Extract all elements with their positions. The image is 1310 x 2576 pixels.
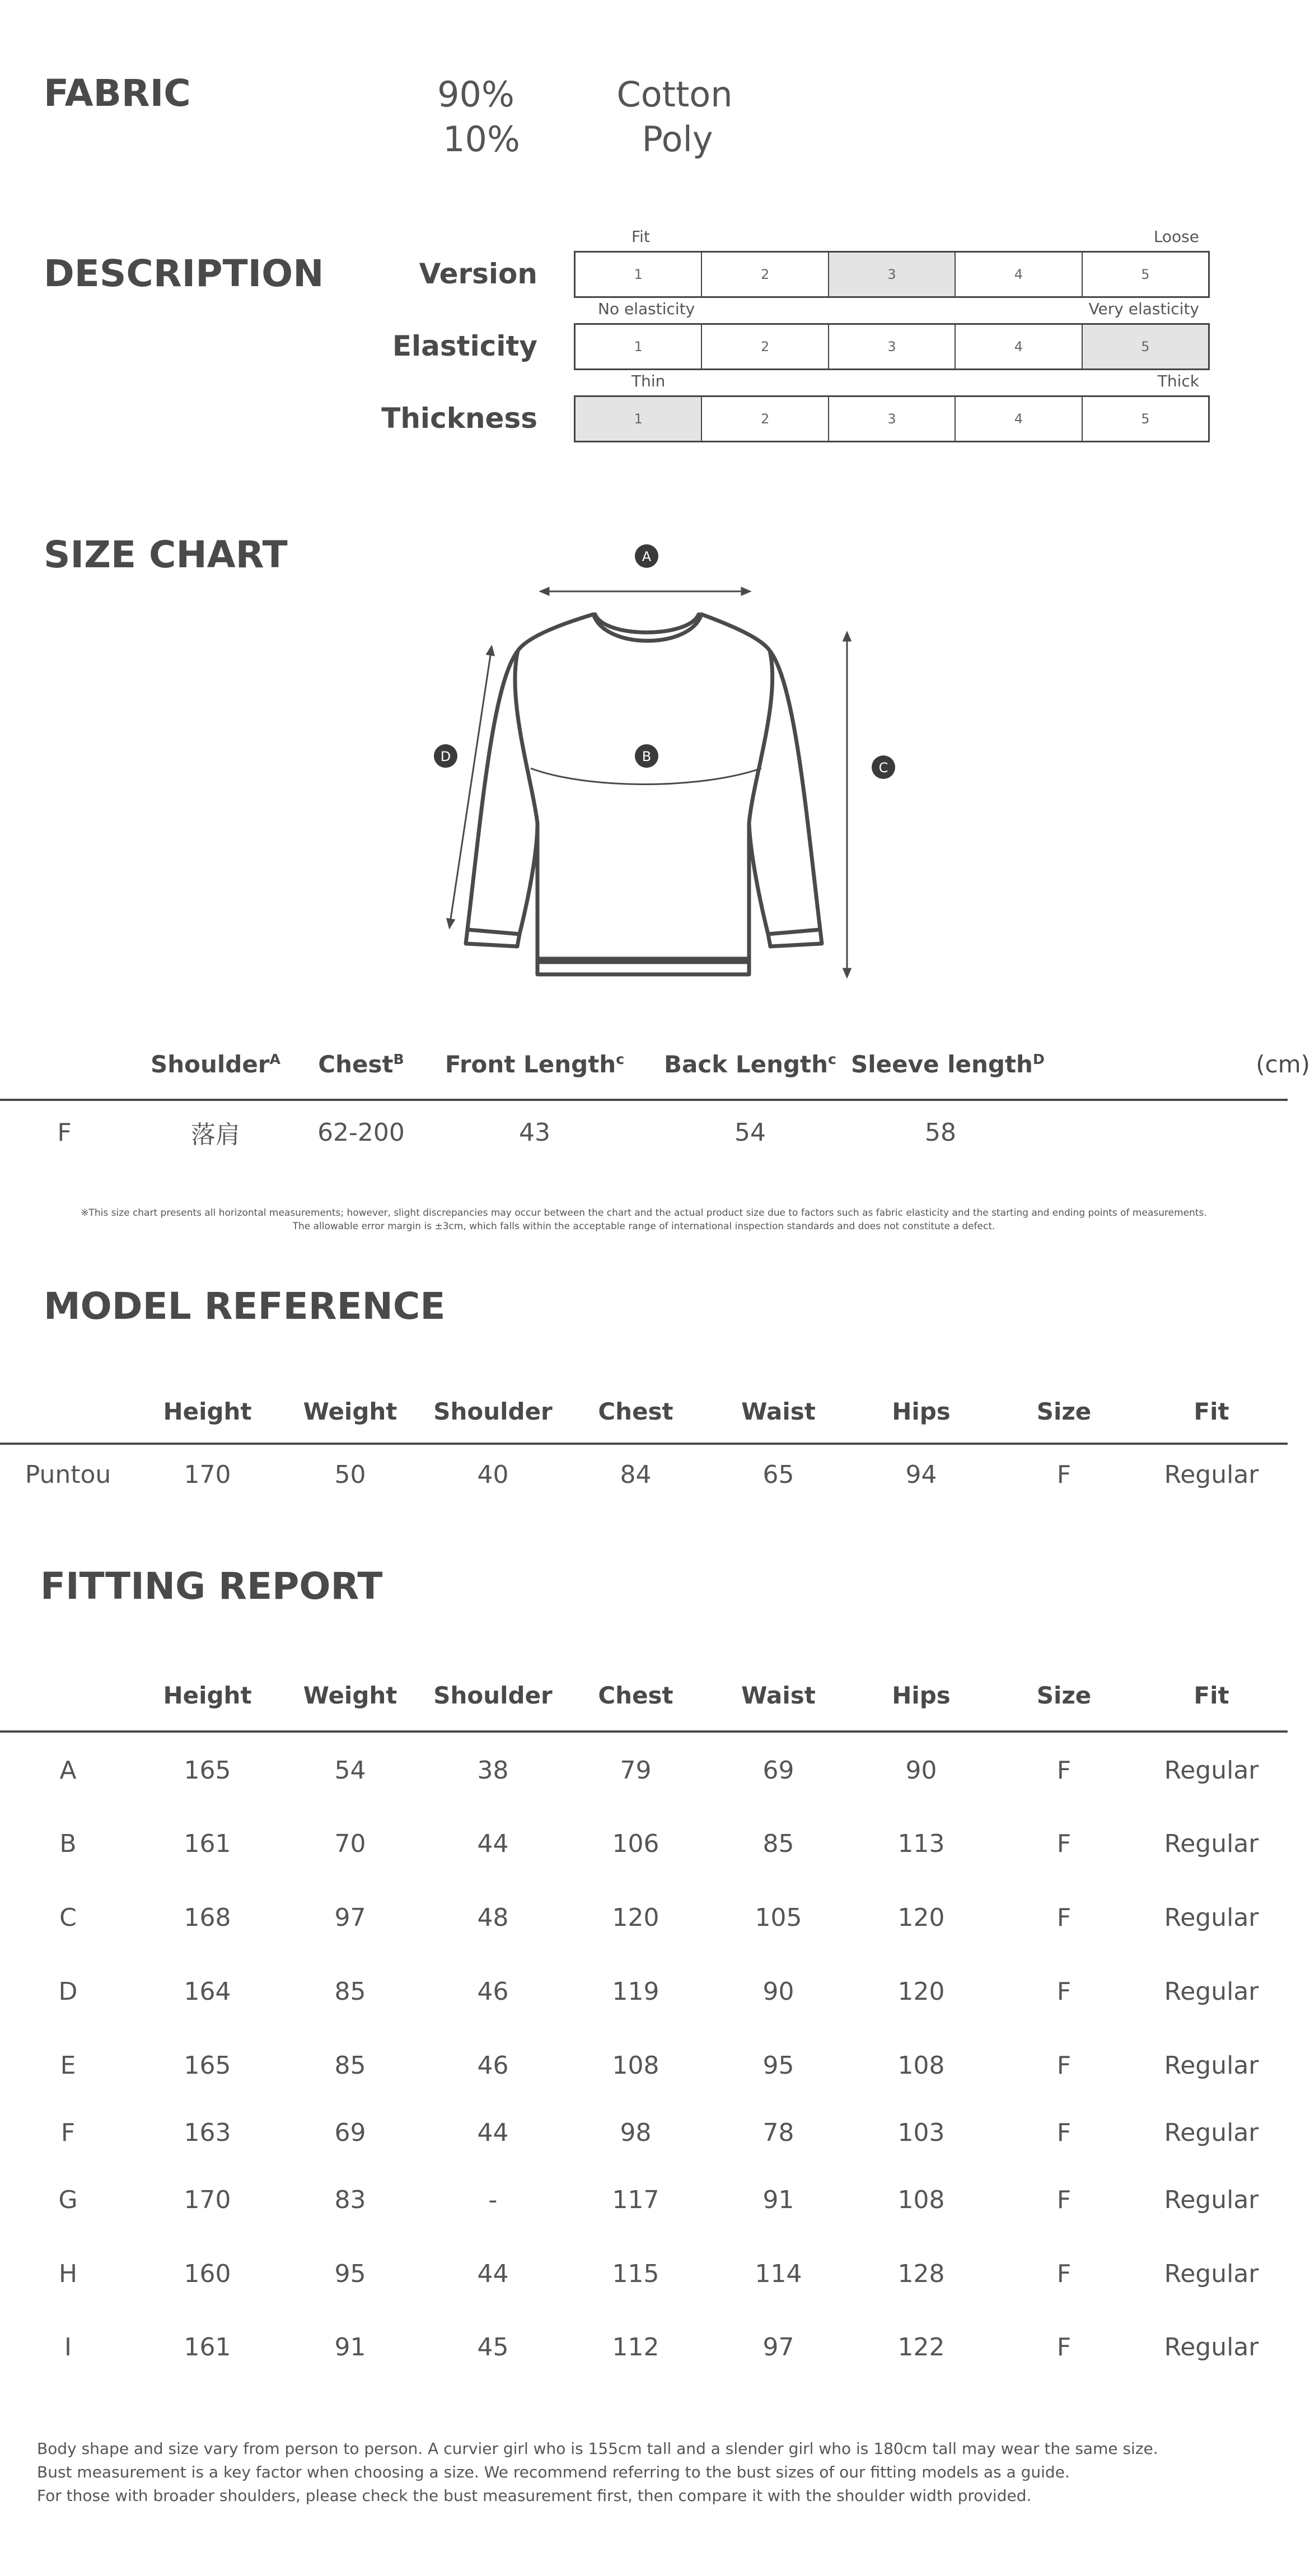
fitting-row-table	[0, 2180, 1288, 2219]
table-cell: F	[1056, 1756, 1072, 1785]
table-cell: F	[1056, 1460, 1072, 1489]
row-label-cell: G	[58, 2185, 78, 2214]
table-cell: -	[488, 2185, 498, 2214]
table-cell: 78	[762, 2118, 794, 2147]
table-cell: 48	[477, 1903, 509, 1932]
table-cell: 103	[897, 2118, 945, 2147]
table-row	[0, 1972, 1288, 2011]
table-cell: 128	[897, 2259, 945, 2288]
size-chart-table	[0, 1042, 1310, 1086]
sleeve-length-cell: 58	[925, 1118, 956, 1147]
size-col-sleeve-length-header: Sleeve length$^D$	[851, 1050, 1045, 1078]
table-cell: 50	[334, 1460, 366, 1489]
sweater-right-sleeve	[749, 651, 820, 934]
table-row	[0, 2046, 1288, 2085]
table-cell: 165	[184, 2051, 231, 2080]
scale-grid	[574, 395, 1210, 442]
table-cell: 106	[612, 1829, 659, 1858]
model-col-header: Shoulder	[433, 1397, 553, 1425]
size-chart-rule	[0, 1099, 1288, 1101]
table-cell: 40	[477, 1460, 509, 1489]
footer-note	[37, 2437, 1269, 2508]
scale-cell: 4	[955, 325, 1081, 368]
table-cell: 69	[762, 1756, 794, 1785]
table-cell: 170	[184, 2185, 231, 2214]
table-cell: 122	[897, 2332, 945, 2362]
scale-cell: 1	[576, 397, 701, 441]
table-cell: 84	[620, 1460, 652, 1489]
model-rule	[0, 1443, 1288, 1445]
table-cell: 163	[184, 2118, 231, 2147]
table-cell: F	[1056, 1903, 1072, 1932]
table-cell: 85	[762, 1829, 794, 1858]
size-col-back-length-header: Back Length$^c$	[664, 1050, 836, 1078]
scale-high-label: Very elasticity	[1088, 300, 1199, 318]
table-cell: 54	[334, 1756, 366, 1785]
size-chart-title: SIZE CHART	[44, 533, 288, 576]
footer-line-1: Body shape and size vary from person to person. A curvier girl who is 155cm tall and a slender girl who is 180cm tall may wear the same size.	[37, 2439, 1158, 2458]
table-row	[0, 1455, 1288, 1494]
scale-cell: 4	[955, 253, 1081, 296]
table-cell: F	[1056, 2118, 1072, 2147]
scale-high-label: Loose	[1153, 227, 1199, 246]
table-row	[0, 2327, 1288, 2367]
scale-label: Thickness	[381, 402, 537, 435]
table-cell: Regular	[1164, 2332, 1259, 2362]
fitting-row-table	[0, 1751, 1288, 1790]
table-cell: 119	[612, 1977, 659, 2006]
table-cell: 79	[620, 1756, 652, 1785]
fitting-col-header: Waist	[741, 1681, 816, 1709]
table-cell: Regular	[1164, 2259, 1259, 2288]
table-cell: 90	[905, 1756, 937, 1785]
marker-a: A	[642, 549, 652, 564]
fitting-col-header: Shoulder	[433, 1681, 553, 1709]
table-cell: 120	[897, 1977, 945, 2006]
fitting-col-header: Size	[1036, 1681, 1092, 1709]
scale-cell: 3	[828, 253, 955, 296]
scale-cell: 5	[1082, 397, 1208, 441]
table-cell: 117	[612, 2185, 659, 2214]
table-cell: 108	[897, 2185, 945, 2214]
table-cell: 95	[334, 2259, 366, 2288]
fabric-material-1: Cotton	[616, 74, 733, 115]
size-unit-label: (cm)	[1256, 1050, 1310, 1078]
size-chart-note-line1: ※This size chart presents all horizontal measurements; however, slight discrepancies may occur between the chart and the actual product size due to factors such as fabric elasticity and the starting and ending points of measurements.	[81, 1207, 1207, 1219]
fitting-row-table	[0, 1898, 1288, 1937]
fabric-title: FABRIC	[44, 72, 191, 115]
table-cell: 113	[897, 1829, 945, 1858]
table-cell: 83	[334, 2185, 366, 2214]
scale-cell: 2	[701, 253, 827, 296]
sweater-diagram	[425, 538, 918, 986]
table-cell: Regular	[1164, 1903, 1259, 1932]
table-row	[0, 1751, 1288, 1790]
table-cell: F	[1056, 2259, 1072, 2288]
fitting-col-header: Hips	[892, 1681, 951, 1709]
model-row-table	[0, 1455, 1288, 1494]
back-length-cell: 54	[734, 1118, 766, 1147]
scale-low-label: Thin	[631, 372, 666, 390]
table-row	[0, 2254, 1288, 2293]
table-cell: 69	[334, 2118, 366, 2147]
row-label-cell: A	[59, 1756, 77, 1785]
size-col-chest-header: Chest$^B$	[318, 1050, 404, 1078]
footer-line-3: For those with broader shoulders, please check the bust measurement first, then compare it with the shoulder width provided.	[37, 2486, 1032, 2505]
shoulder-cell: 落肩	[191, 1121, 240, 1149]
chest-cell: 62-200	[317, 1118, 405, 1147]
table-cell: 170	[184, 1460, 231, 1489]
table-cell: 115	[612, 2259, 659, 2288]
table-cell: 98	[620, 2118, 652, 2147]
fitting-row-table	[0, 2254, 1288, 2293]
fitting-report-title: FITTING REPORT	[40, 1565, 383, 1608]
scale-cell: 3	[828, 397, 955, 441]
sweater-left-sleeve	[467, 651, 537, 934]
size-chart-rows	[0, 1110, 1288, 1155]
table-cell: 65	[762, 1460, 794, 1489]
row-label-cell: F	[60, 2118, 76, 2147]
table-cell: 46	[477, 2051, 509, 2080]
fabric-percent-2: 10%	[443, 119, 520, 160]
scale-cell: 3	[828, 325, 955, 368]
row-label-cell: E	[60, 2051, 76, 2080]
table-row	[0, 1110, 1288, 1155]
fitting-row-table	[0, 2046, 1288, 2085]
table-row	[0, 2113, 1288, 2152]
table-cell: 112	[612, 2332, 659, 2362]
table-cell: 95	[762, 2051, 794, 2080]
table-cell: Regular	[1164, 1756, 1259, 1785]
scale-grid	[574, 251, 1210, 298]
marker-c: C	[878, 760, 888, 776]
front-length-cell: 43	[519, 1118, 550, 1147]
scale-cell: 5	[1082, 253, 1208, 296]
scale-label: Elasticity	[392, 330, 537, 362]
table-cell: 165	[184, 1756, 231, 1785]
model-col-header: Weight	[303, 1397, 397, 1425]
table-cell: 45	[477, 2332, 509, 2362]
table-cell: 38	[477, 1756, 509, 1785]
row-label-cell: I	[64, 2332, 72, 2362]
fitting-col-header: Chest	[598, 1681, 673, 1709]
fitting-header-table	[0, 1676, 1288, 1715]
table-cell: 90	[762, 1977, 794, 2006]
scale-high-label: Thick	[1157, 372, 1199, 390]
table-cell: 120	[897, 1903, 945, 1932]
scale-cell: 1	[634, 339, 643, 354]
marker-b: B	[642, 749, 652, 764]
fitting-row-table	[0, 1972, 1288, 2011]
table-cell: 70	[334, 1829, 366, 1858]
table-cell: 161	[184, 2332, 231, 2362]
table-cell: F	[1056, 2185, 1072, 2214]
size-col-size-header	[0, 1042, 129, 1086]
fitting-col-header: Height	[163, 1681, 252, 1709]
model-col-header: Height	[163, 1397, 252, 1425]
row-label-cell: B	[59, 1829, 77, 1858]
scale-label: Version	[419, 258, 537, 290]
fitting-row-table	[0, 1824, 1288, 1863]
scale-low-label: No elasticity	[598, 300, 695, 318]
scale-cell: 2	[701, 397, 827, 441]
table-row	[0, 1898, 1288, 1937]
table-cell: 85	[334, 2051, 366, 2080]
size-chart-note	[0, 1206, 1288, 1233]
model-col-header: Fit	[1194, 1397, 1229, 1425]
table-cell: 120	[612, 1903, 659, 1932]
scale-low-label: Fit	[631, 227, 650, 246]
model-col-header: Waist	[741, 1397, 816, 1425]
marker-d: D	[440, 749, 451, 764]
fabric-percent-1: 90%	[437, 74, 514, 115]
table-cell: Regular	[1164, 1829, 1259, 1858]
footer-line-2: Bust measurement is a key factor when choosing a size. We recommend referring to the bust sizes of our fitting models as a guide.	[37, 2463, 1070, 2481]
table-cell: Regular	[1164, 2051, 1259, 2080]
table-cell: 91	[762, 2185, 794, 2214]
size-col-front-length-header: Front Length$^c$	[445, 1050, 625, 1078]
fitting-row-table	[0, 2113, 1288, 2152]
measure-line-b	[531, 768, 761, 785]
scale-cell: 4	[955, 397, 1081, 441]
table-cell: 105	[755, 1903, 802, 1932]
table-cell: 46	[477, 1977, 509, 2006]
table-cell: F	[1056, 2051, 1072, 2080]
table-cell: 44	[477, 1829, 509, 1858]
row-label-cell: H	[58, 2259, 78, 2288]
scale-cell: 1	[634, 267, 643, 282]
table-cell: 44	[477, 2118, 509, 2147]
table-cell: F	[1056, 1829, 1072, 1858]
table-cell: Regular	[1164, 2185, 1259, 2214]
scale-grid	[574, 323, 1210, 370]
fitting-col-header: Weight	[303, 1681, 397, 1709]
table-cell: 44	[477, 2259, 509, 2288]
size-col-shoulder-header: Shoulder$^A$	[150, 1050, 281, 1078]
table-cell: 97	[762, 2332, 794, 2362]
model-header-table	[0, 1392, 1288, 1431]
table-cell: F	[1056, 1977, 1072, 2006]
sweater-outline	[515, 614, 773, 962]
model-col-header: Chest	[598, 1397, 673, 1425]
table-cell: Regular	[1164, 1460, 1259, 1489]
fabric-material-2: Poly	[642, 119, 713, 160]
table-cell: 91	[334, 2332, 366, 2362]
table-row	[0, 2180, 1288, 2219]
fitting-row-table	[0, 2327, 1288, 2367]
table-cell: 94	[905, 1460, 937, 1489]
table-cell: 168	[184, 1903, 231, 1932]
model-col-header: Hips	[892, 1397, 951, 1425]
description-title: DESCRIPTION	[44, 252, 324, 295]
table-cell: 97	[334, 1903, 366, 1932]
table-row	[0, 1824, 1288, 1863]
table-cell: 114	[755, 2259, 802, 2288]
size-chart-note-line2: The allowable error margin is ±3cm, which falls within the acceptable range of international inspection standards and does not constitute a defect.	[292, 1221, 995, 1232]
table-cell: 164	[184, 1977, 231, 2006]
table-cell: 161	[184, 1829, 231, 1858]
size-cell: F	[57, 1118, 72, 1147]
table-cell: Regular	[1164, 2118, 1259, 2147]
fitting-rule	[0, 1730, 1288, 1733]
row-label-cell: D	[58, 1977, 78, 2006]
row-label-cell: Puntou	[25, 1460, 111, 1489]
table-cell: 160	[184, 2259, 231, 2288]
table-cell: 108	[897, 2051, 945, 2080]
scale-cell: 5	[1082, 325, 1208, 368]
model-reference-title: MODEL REFERENCE	[44, 1285, 446, 1328]
fitting-col-header: Fit	[1194, 1681, 1229, 1709]
row-label-cell: C	[59, 1903, 77, 1932]
table-cell: F	[1056, 2332, 1072, 2362]
table-cell: 108	[612, 2051, 659, 2080]
table-cell: Regular	[1164, 1977, 1259, 2006]
scale-cell: 2	[701, 325, 827, 368]
table-cell: 85	[334, 1977, 366, 2006]
model-col-header: Size	[1036, 1397, 1092, 1425]
